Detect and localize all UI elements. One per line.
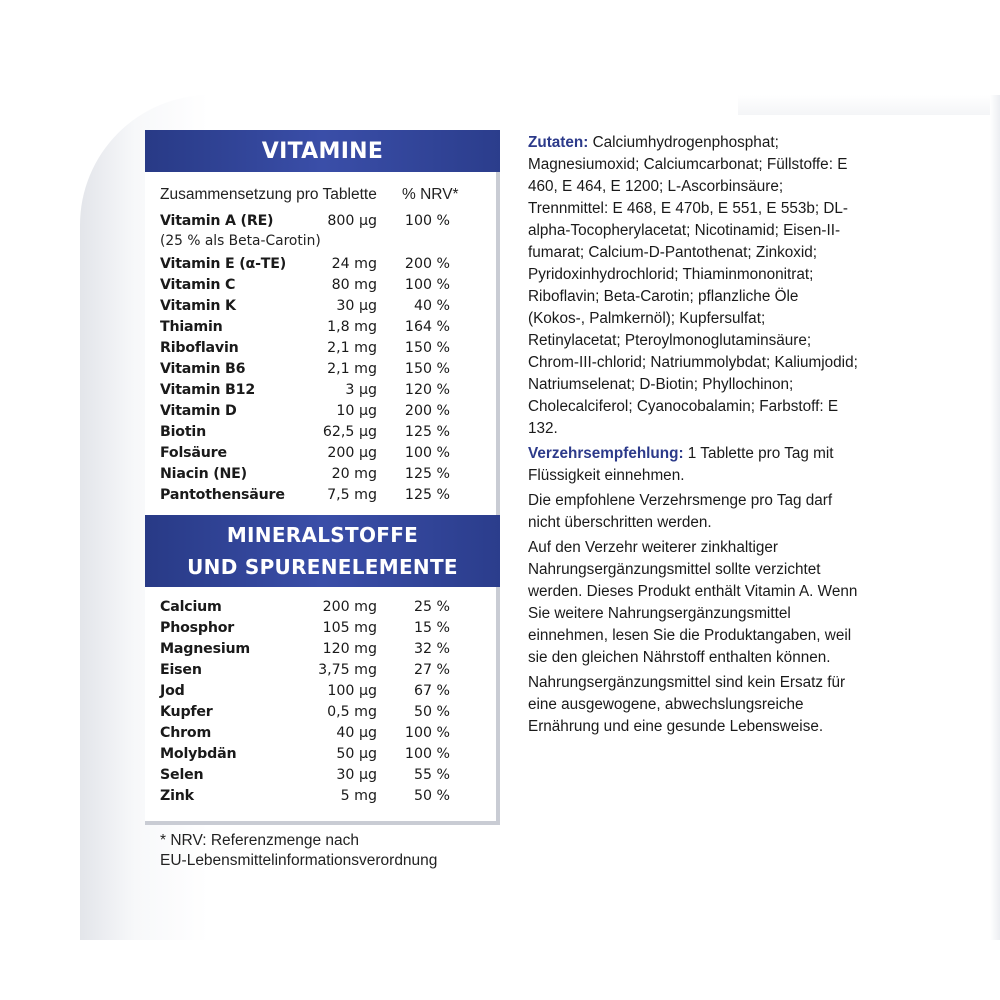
- nutrient-nrv: 150 %: [404, 361, 450, 377]
- nutrient-amount: 200 mg: [322, 599, 377, 615]
- table-row: [160, 660, 455, 681]
- nutrient-name: Vitamin A (RE): [160, 213, 274, 229]
- nutrient-amount: 24 mg: [331, 256, 377, 272]
- nutrient-nrv: 125 %: [404, 424, 450, 440]
- info-text-column: [528, 132, 858, 741]
- table-row: [160, 639, 455, 660]
- nutrient-nrv: 200 %: [404, 256, 450, 272]
- table-row: [160, 681, 455, 702]
- mineralstoffe-banner: [145, 515, 500, 587]
- note-paragraph: Nahrungsergänzungsmittel sind kein Ersatz für eine ausgewogene, abwechslungsreiche Ernährung und eine gesunde Lebensweise.: [528, 674, 846, 735]
- vitamine-banner: [145, 130, 500, 172]
- nutrient-nrv: 55 %: [413, 767, 450, 783]
- nutrient-name: Vitamin K: [160, 298, 236, 314]
- recommendation-text: 1 Tablette pro Tag mit Flüssigkeit einnehmen.: [528, 445, 834, 484]
- nutrient-name: Eisen: [160, 662, 202, 678]
- nutrient-amount: 30 µg: [336, 767, 377, 783]
- nutrient-nrv: 164 %: [404, 319, 450, 335]
- nutrient-name: Chrom: [160, 725, 212, 741]
- table-row: [160, 464, 455, 485]
- nutrient-nrv: 125 %: [404, 487, 450, 503]
- nutrient-amount: 2,1 mg: [327, 340, 377, 356]
- footnote-line2: EU-Lebensmittelinformationsverordnung: [160, 852, 438, 869]
- nutrient-name: Phosphor: [160, 620, 235, 636]
- nutrient-name: Vitamin C: [160, 277, 236, 293]
- table-row: [160, 786, 455, 807]
- table-row: [160, 254, 455, 275]
- nutrient-nrv: 27 %: [413, 662, 450, 678]
- table-row: [160, 380, 455, 401]
- nrv-footnote: [160, 831, 437, 871]
- header-nrv: % NRV*: [402, 186, 459, 203]
- nutrient-name: Vitamin B6: [160, 361, 246, 377]
- ingredients-label: Zutaten:: [528, 134, 589, 151]
- nutrient-amount: 62,5 µg: [322, 424, 377, 440]
- nutrient-amount: 200 µg: [327, 445, 377, 461]
- nutrient-nrv: 67 %: [413, 683, 450, 699]
- nutrient-nrv: 100 %: [404, 213, 450, 229]
- nutrient-name: Thiamin: [160, 319, 223, 335]
- nutrient-name: Selen: [160, 767, 204, 783]
- nutrient-nrv: 100 %: [404, 445, 450, 461]
- table-row: [160, 359, 455, 380]
- nutrient-name: Kupfer: [160, 704, 213, 720]
- nutrient-nrv: 125 %: [404, 466, 450, 482]
- nutrient-name: Niacin (NE): [160, 466, 247, 482]
- nutrient-name: Biotin: [160, 424, 206, 440]
- panel-edge: [990, 95, 1000, 940]
- nutrient-amount: 10 µg: [336, 403, 377, 419]
- nutrient-amount: 3,75 mg: [318, 662, 377, 678]
- nutrient-nrv: 100 %: [404, 725, 450, 741]
- nutrient-nrv: 25 %: [413, 599, 450, 615]
- nutrient-nrv: 15 %: [413, 620, 450, 636]
- nutrient-amount: 5 mg: [340, 788, 377, 804]
- nutrient-amount: 40 µg: [336, 725, 377, 741]
- ingredients-text: Calciumhydrogenphosphat; Magnesiumoxid; Calciumcarbonat; Füllstoffe: E 460, E 464, E 1200; L-Ascorbinsäure; Trennmittel: E 468, E 470b, E 551, E 553b; DL-alpha-Tocopherylacetat; Nicotinamid; Eisen-II-fumarat; Calcium-D-Pantothenat; Zinkoxid; Pyridoxinhydrochlorid; Thiaminmononitrat; Riboflavin; Beta-Carotin; pflanzliche Öle (Kokos-, Palmkernöl); Kupfersulfat; Retinylacetat; Pteroylmonoglutaminsäure; Chrom-III-chlorid; Natriummolybdat; Kaliumjodid; Natriumselenat; D-Biotin; Phyllochinon; Cholecalciferol; Cyanocobalamin; Farbstoff: E 132.: [528, 134, 858, 437]
- recommendation-paragraph: [528, 443, 858, 487]
- nutrient-name: Magnesium: [160, 641, 250, 657]
- table-row: [160, 485, 455, 506]
- nutrient-nrv: 32 %: [413, 641, 450, 657]
- nutrient-amount: 30 µg: [336, 298, 377, 314]
- table-row: [160, 443, 455, 464]
- table-row: [160, 422, 455, 443]
- nutrient-amount: 120 mg: [322, 641, 377, 657]
- mineralstoffe-title-line1: MINERALSTOFFE: [226, 523, 419, 547]
- nutrient-amount: 0,5 mg: [327, 704, 377, 720]
- nutrient-amount: 3 µg: [345, 382, 377, 398]
- table-row: [160, 702, 455, 723]
- table-row: [160, 618, 455, 639]
- note-paragraph: Die empfohlene Verzehrsmenge pro Tag darf nicht überschritten werden.: [528, 492, 833, 531]
- table-row: [160, 317, 455, 338]
- nutrient-amount: 105 mg: [322, 620, 377, 636]
- table-row: [160, 744, 455, 765]
- table-row: [160, 338, 455, 359]
- nutrient-name: Folsäure: [160, 445, 227, 461]
- table-row: [160, 211, 455, 232]
- nutrient-nrv: 150 %: [404, 340, 450, 356]
- nutrient-amount: 50 µg: [336, 746, 377, 762]
- nutrient-nrv: 100 %: [404, 277, 450, 293]
- nutrient-name: Molybdän: [160, 746, 237, 762]
- table-row: [160, 597, 455, 618]
- nutrient-nrv: 100 %: [404, 746, 450, 762]
- header-composition: Zusammensetzung pro Tablette: [160, 186, 377, 203]
- ingredients-paragraph: [528, 132, 858, 440]
- table-row: [160, 275, 455, 296]
- table-row: [160, 401, 455, 422]
- recommendation-label: Verzehrsempfehlung:: [528, 445, 684, 462]
- nutrient-name: Vitamin E (α-TE): [160, 256, 287, 272]
- nutrient-name: Jod: [160, 683, 185, 699]
- nutrient-nrv: 50 %: [413, 704, 450, 720]
- nutrient-amount: 2,1 mg: [327, 361, 377, 377]
- nutrient-name: Vitamin D: [160, 403, 237, 419]
- beta-carotin-note: (25 % als Beta-Carotin): [160, 233, 321, 249]
- table-row: [160, 723, 455, 744]
- nutrient-name: Vitamin B12: [160, 382, 255, 398]
- nutrient-amount: 1,8 mg: [327, 319, 377, 335]
- nutrient-amount: 20 mg: [331, 466, 377, 482]
- nutrient-nrv: 40 %: [413, 298, 450, 314]
- nutrient-nrv: 50 %: [413, 788, 450, 804]
- nutrient-amount: 800 µg: [327, 213, 377, 229]
- mineralstoffe-title-line2: UND SPURENELEMENTE: [187, 555, 458, 579]
- nutrient-amount: 7,5 mg: [327, 487, 377, 503]
- nutrient-name: Riboflavin: [160, 340, 239, 356]
- table-row: [160, 296, 455, 317]
- nutrient-name: Pantothensäure: [160, 487, 285, 503]
- nutrient-amount: 80 mg: [331, 277, 377, 293]
- nutrient-nrv: 200 %: [404, 403, 450, 419]
- nutrient-name: Calcium: [160, 599, 222, 615]
- nutrient-name: Zink: [160, 788, 194, 804]
- nutrient-nrv: 120 %: [404, 382, 450, 398]
- footnote-line1: * NRV: Referenzmenge nach: [160, 832, 360, 849]
- nutrient-amount: 100 µg: [327, 683, 377, 699]
- table-row: [160, 765, 455, 786]
- note-paragraph: Auf den Verzehr weiterer zinkhaltiger Nahrungsergänzungsmittel sollte verzichtet werden. Dieses Produkt enthält Vitamin A. Wenn Sie weitere Nahrungsergänzungsmittel einnehmen, lesen Sie die Produktangaben, weil sie den gleichen Nährstoff enthalten können.: [528, 539, 858, 666]
- vitamine-title: VITAMINE: [261, 138, 384, 164]
